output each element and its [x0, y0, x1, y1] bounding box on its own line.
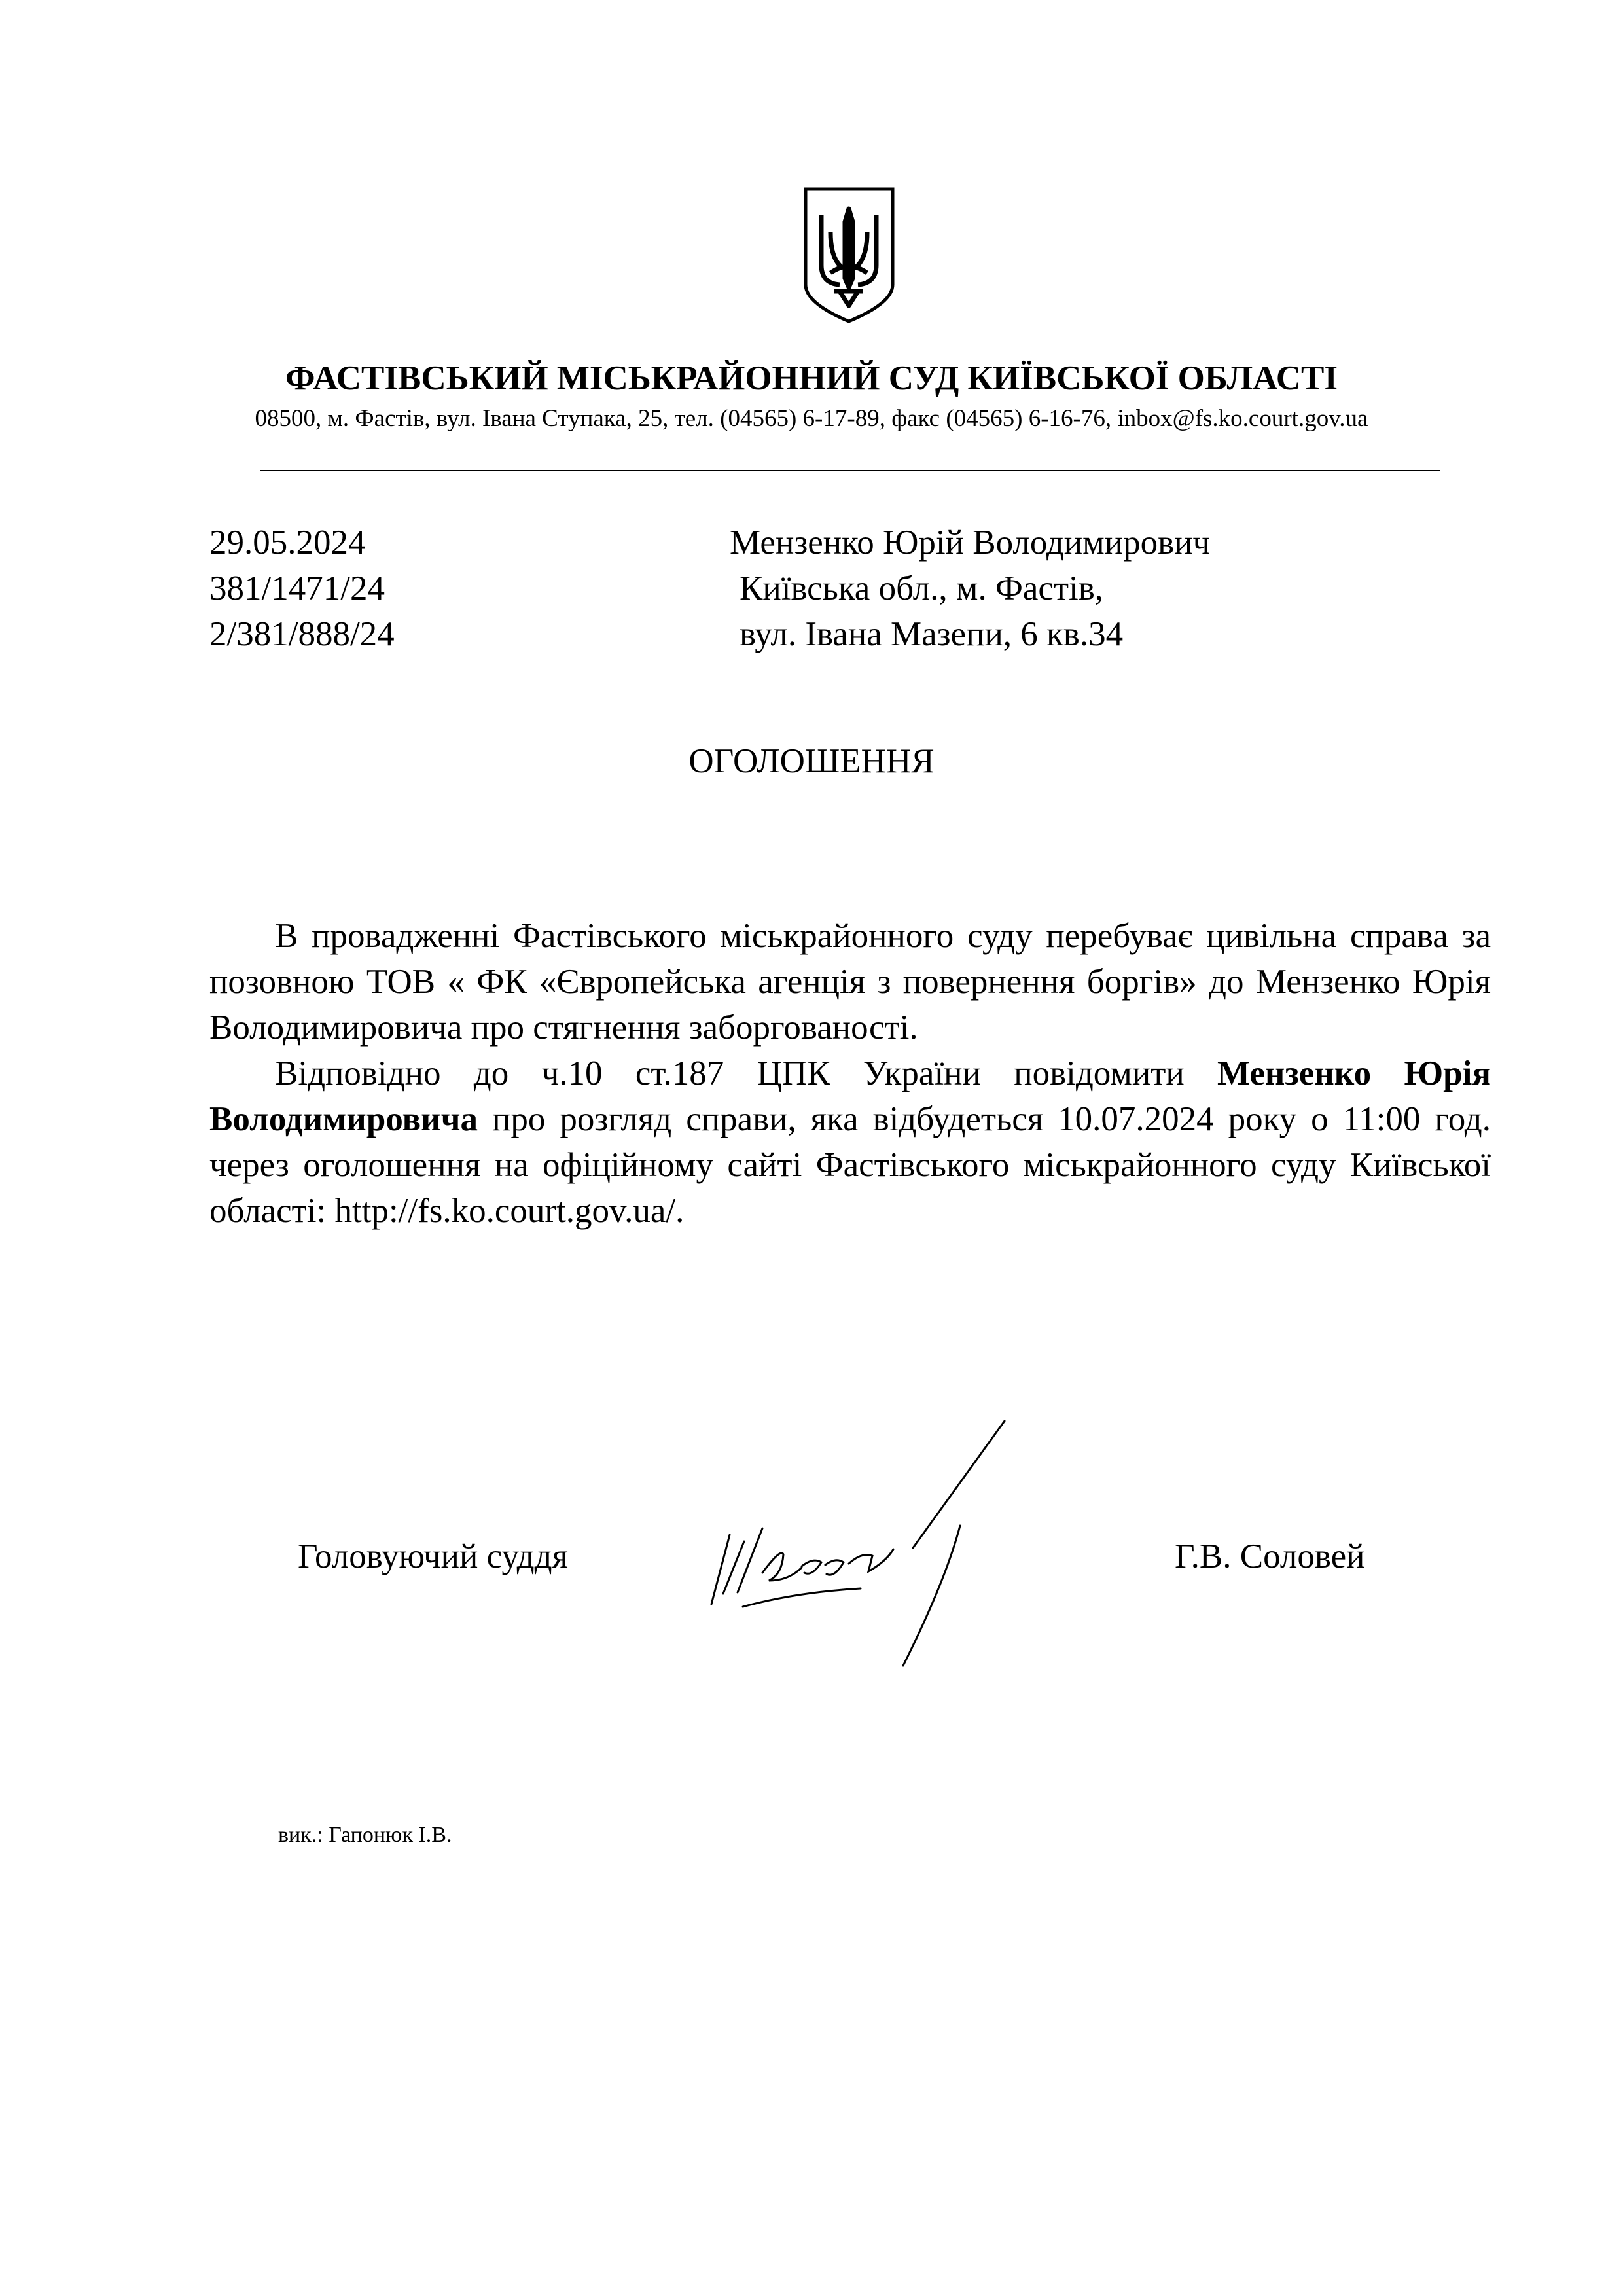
- recipient-name: Мензенко Юрій Володимирович: [730, 524, 1211, 562]
- case-number: 381/1471/24: [209, 569, 385, 607]
- paragraph-2-start: Відповідно до ч.10 ст.187 ЦПК України повідомити: [275, 1054, 1218, 1092]
- judge-role: Головуючий суддя: [298, 1537, 568, 1575]
- document-date: 29.05.2024: [209, 524, 366, 562]
- paragraph-2-text: [209, 1050, 1491, 1234]
- recipient-address-line2: вул. Івана Мазепи, 6 кв.34: [740, 615, 1124, 653]
- body-paragraph-1: [209, 913, 1491, 1050]
- header-divider: [260, 470, 1440, 471]
- recipient-address-line1: Київська обл., м. Фастів,: [740, 569, 1104, 607]
- paragraph-2-end: про розгляд справи, яка відбудеться 10.07.2024 року о 11:00 год. через оголошення на офіційному сайті Фастівського міськрайонного суду Київської області: http://fs.ko.court.gov.ua/.: [209, 1100, 1491, 1230]
- notice-title: ОГОЛОШЕННЯ: [688, 742, 935, 780]
- trident-coat-of-arms-icon: [802, 187, 897, 324]
- court-address: 08500, м. Фастів, вул. Івана Ступака, 25, тел. (04565) 6-17-89, факс (04565) 6-16-76, inbox@fs.ko.court.gov.ua: [255, 405, 1368, 432]
- handwritten-signature-icon: [697, 1417, 1011, 1685]
- body-paragraph-2: [209, 1050, 1491, 1234]
- judge-name: Г.В. Соловей: [1175, 1537, 1365, 1575]
- court-name-heading: ФАСТІВСЬКИЙ МІСЬКРАЙОННИЙ СУД КИЇВСЬКОЇ ОБЛАСТІ: [285, 359, 1338, 397]
- executor-note: вик.: Гапонюк І.В.: [278, 1823, 452, 1847]
- paragraph-1-text: В провадженні Фастівського міськрайонного суду перебуває цивільна справа за позовною ТОВ « ФК «Європейська агенція з повернення боргів» до Мензенко Юрія Володимировича про стягнення заборгованості.: [209, 917, 1491, 1047]
- paragraph-2-defendant-name: Мензенко Юрія Володимировича: [209, 1054, 1491, 1138]
- proceeding-number: 2/381/888/24: [209, 615, 395, 653]
